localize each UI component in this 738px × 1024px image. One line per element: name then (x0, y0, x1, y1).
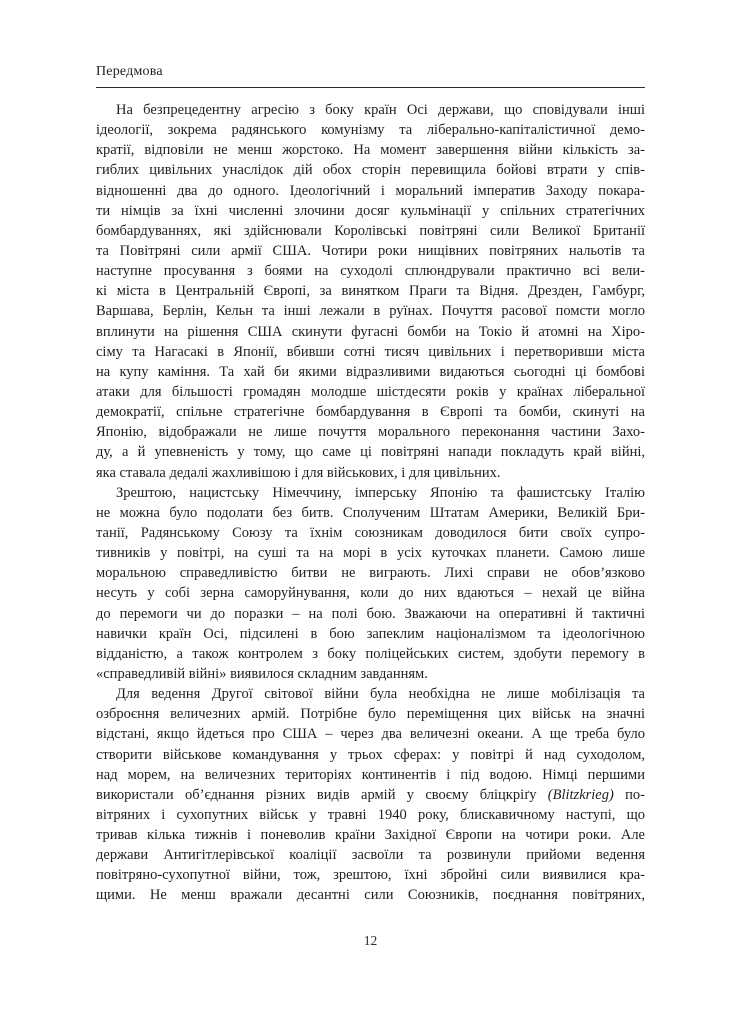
text-line: Варшава, Берлін, Кельн та інші лежали в руїнах. Почуття расової помсти могло (96, 303, 645, 320)
text-line: ідеології, зокрема радянського комунізму та ліберально-капіталістичної демо- (96, 122, 645, 139)
text-line: навички країн Осі, підсилені в бою запеклим націоналізмом та ідеологічною (96, 625, 645, 642)
text-line: вітряних і сухопутних військ у травні 1940 року, блискавичному наступі, що (96, 806, 645, 823)
text-line: відданістю, а також контролем з боку поліцейських систем, здобути перемогу в (96, 645, 645, 662)
text-line: щими. Не менш вражали десантні сили Союзників, поєднання повітряних, (96, 887, 645, 904)
paragraph-2 (96, 483, 645, 684)
text-line: На безпрецедентну агресію з боку країн Осі держави, що сповідували інші (116, 102, 645, 118)
text-line: вплинути на рішення США скинути фугасні бомби на Токіо й атомні на Хіро- (96, 323, 645, 340)
running-header: Передмова (96, 64, 163, 79)
text-line: несуть у собі зерна саморуйнування, коли до них вдаються – нехай це війна (96, 585, 645, 602)
text-line: атаки для більшості громадян молодше шістдесяти років у країнах ліберальної (96, 383, 645, 400)
paragraph-3 (96, 684, 645, 906)
text-line: яка ставала дедалі жахливішою і для військових, і для цивільних. (96, 464, 501, 481)
text-line: озброєння величезних армій. Потрібне було переміщення цих військ на значні (96, 706, 645, 723)
text-line: моральною справедливістю битви не виграють. Лихі справи не обов’язково (96, 565, 645, 582)
text-segment: використали об’єднання різних видів армій у своєму бліцкріґу (96, 786, 548, 803)
text-line: та Повітряні сили армії США. Чотири роки нищівних повітряних нальотів та (96, 242, 645, 259)
text-line: не можна було подолати без битв. Сполученим Штатам Америки, Великій Бри- (96, 504, 645, 521)
text-line: Для ведення Другої світової війни була необхідна не лише мобілізація та (116, 686, 645, 703)
paragraph-1 (96, 100, 645, 483)
header-rule (96, 87, 645, 88)
text-line: відношенні два до одного. Ідеологічний і моральний імператив Заходу покара- (96, 182, 645, 199)
text-line: створити військове командування у трьох сферах: у повітрі й над суходолом, (96, 746, 645, 763)
text-segment: по- (613, 786, 645, 803)
text-line: тривав кілька тижнів і поневолив країни Західної Європи на чотири роки. Але (96, 827, 645, 844)
text-line: до перемоги чи до поразки – на полі бою. Зважаючи на оперативні й тактичні (96, 605, 645, 622)
text-line: держави Антигітлерівської коаліції засвоїли та розвинули прийоми ведення (96, 847, 645, 864)
text-line: відстані, якщо йдеться про США – через два величезні океани. А ще треба було (96, 726, 645, 743)
text-line: над морем, на величезних територіях континентів і під водою. Німці першими (96, 766, 645, 783)
italic-term: (Blitzkrieg) (547, 786, 614, 803)
text-line: Зрештою, нацистську Німеччину, імперську Японію та фашистську Італію (116, 484, 645, 501)
text-line: демократії, спільне стратегічне бомбардування в Європі та бомби, скинуті на (96, 404, 645, 421)
text-line: кратії, відповіли не менш жорстоко. На момент завершення війни кількість за- (96, 142, 645, 159)
text-line: «справедливій війні» виявилося складним завданням. (96, 665, 428, 682)
text-line: бомбардуваннях, які здійснювали Королівські повітряні сили Великої Британії (96, 222, 645, 239)
text-line: наступне просування з боями на суходолі сплюндрували практично всі вели- (96, 263, 645, 280)
text-line: гиблих цивільних унаслідок дій обох сторін перевищила бойові втрати у спів- (96, 162, 645, 179)
text-line-blitzkrieg (96, 785, 645, 805)
text-line: Японію, відображали не лише почуття морального переконання частини Захо- (96, 424, 645, 441)
text-line: сіму та Нагасакі в Японії, вбивши сотні тисяч цивільних і перетворивши міста (96, 343, 645, 360)
text-line: кі міста в Центральній Європі, за винятком Праги та Відня. Дрезден, Гамбург, (96, 283, 645, 300)
text-line: танії, Радянському Союзу та їхнім союзникам доводилося бити своїх супро- (96, 524, 645, 541)
text-line: на купу каміння. Та хай би якими відразливими видаються сьогодні ці бомбові (96, 363, 645, 380)
page-number: 12 (363, 933, 378, 948)
text-line: ду, а й упевненість у тому, що саме ці повітряні напади покладуть край війні, (96, 444, 645, 461)
text-line: ти німців за їхні численні злочини досяг кульмінації у спільних стратегічних (96, 202, 645, 219)
text-line: повітряно-сухопутної війни, тож, зрештою, їхні збройні сили виявилися кра- (96, 867, 645, 884)
body-text (96, 100, 645, 906)
text-line: тивників у повітрі, на суші та на морі в усіх куточках планети. Самою лише (96, 545, 645, 562)
